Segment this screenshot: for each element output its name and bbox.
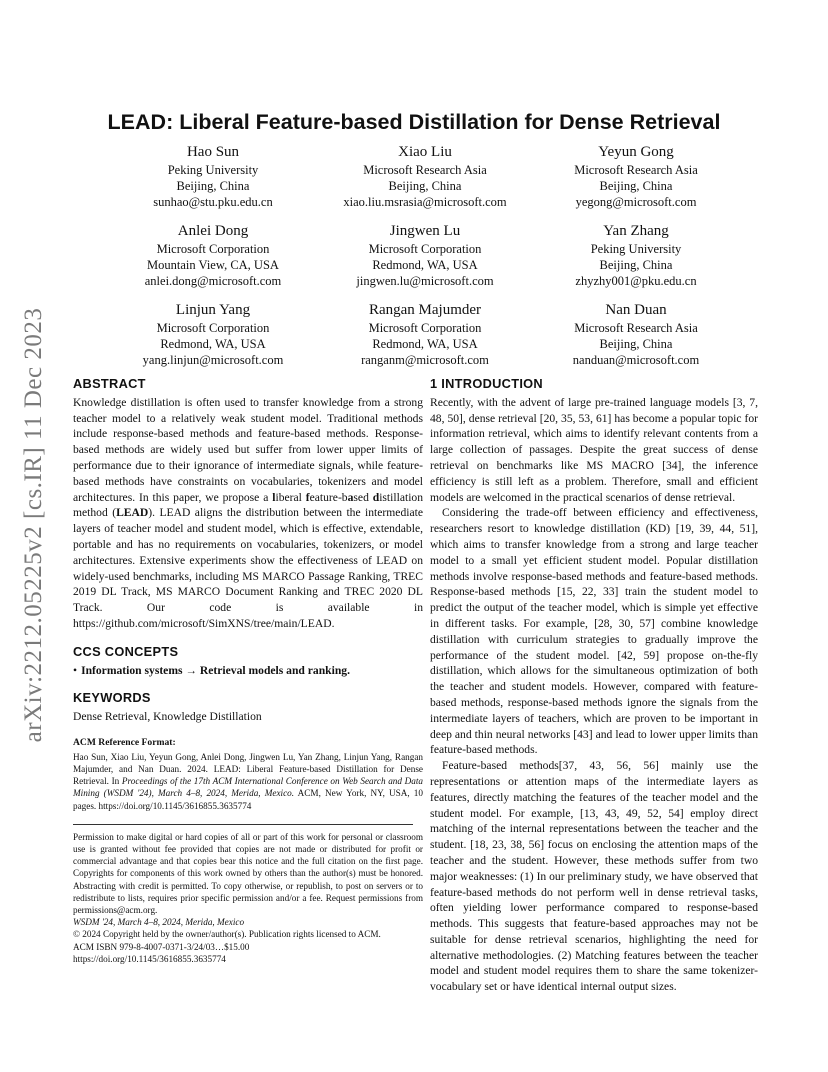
author-affiliation: Microsoft Corporation — [156, 321, 270, 335]
intro-paragraph: Feature-based methods[37, 43, 56, 56] mainly use the representations or attention maps of the intermediate layers as features, directly matching the features of the teacher model and the student model. For example, [13, 43, 49, 52, 54] employ direct matching of the internal representations between the teacher and the student. [18, 23, 38, 56] focus on enclosing the attention maps of the teacher and the student. However, these methods suffer from two major weaknesses: (1) In our preliminary study, we have observed that feature-based methods do not perform well in dense retrieval tasks, often yielding lower performance compared to response-based methods. This suggests that feature-based approaches may not be suitable for dense retrieval scenarios, highlighting the need for alternative methodologies. (2) Matching features between the teacher model and student model requires them to share the same tokenizer-vocabulary set or have identical internal output sizes. — [430, 759, 758, 994]
author-location: Beijing, China — [388, 179, 462, 193]
author-email: zhyzhy001@pku.edu.cn — [575, 274, 697, 288]
author-email: yang.linjun@microsoft.com — [142, 353, 284, 367]
author-email: sunhao@stu.pku.edu.cn — [153, 195, 273, 209]
author-affiliation: Microsoft Corporation — [156, 242, 270, 256]
bullet-icon: • — [73, 663, 78, 677]
author-block — [305, 301, 545, 368]
author-block — [93, 301, 333, 368]
author-location: Beijing, China — [599, 258, 673, 272]
arxiv-stamp: arXiv:2212.05225v2 [cs.IR] 11 Dec 2023 — [20, 307, 47, 743]
abstract-text: Knowledge distillation is often used to transfer knowledge from a strong teacher model to a relatively weak student model. Traditional methods include response-based methods and feature-based methods. Response-based methods are widely used but suffer from lower upper limits of performance due to their ignorance of intermediate signals, while feature-based methods have constraints on vocabularies, tokenizers and model architectures. In this paper, we propose a liberal feature-based distillation method (LEAD). LEAD aligns the distribution between the intermediate layers of teacher model and student model, which is effective, extendable, portable and has no requirements on vocabularies, tokenizers, or model architectures. Extensive experiments show the effectiveness of LEAD on widely-used benchmarks, including MS MARCO Passage Ranking, TREC 2019 DL Track, MS MARCO Document Ranking and TREC 2020 DL Track. Our code is available in https://github.com/microsoft/SimXNS/tree/main/LEAD. — [73, 395, 424, 630]
keywords-heading: KEYWORDS — [73, 690, 151, 706]
footnote-divider — [73, 824, 413, 825]
right-column — [430, 376, 758, 995]
author-affiliation: Microsoft Research Asia — [574, 321, 698, 335]
doi-line: https://doi.org/10.1145/3616855.3635774 — [73, 953, 226, 964]
left-column — [73, 376, 423, 965]
author-affiliation: Peking University — [167, 163, 259, 177]
author-affiliation: Microsoft Corporation — [368, 321, 482, 335]
conference-line: WSDM '24, March 4–8, 2024, Merida, Mexico — [73, 917, 245, 928]
ccs-item: • Information systems → Retrieval models and ranking. — [73, 663, 350, 677]
author-location: Redmond, WA, USA — [372, 337, 478, 351]
author-location: Mountain View, CA, USA — [147, 258, 279, 272]
author-email: jingwen.lu@microsoft.com — [356, 274, 494, 288]
author-name: Anlei Dong — [177, 223, 249, 239]
author-affiliation: Microsoft Research Asia — [363, 163, 487, 177]
author-block — [93, 222, 333, 289]
intro-heading: 1 INTRODUCTION — [430, 376, 543, 391]
author-location: Redmond, WA, USA — [372, 258, 478, 272]
author-name: Linjun Yang — [175, 302, 251, 318]
author-location: Beijing, China — [599, 179, 673, 193]
intro-paragraph: Recently, with the advent of large pre-trained language models [3, 7, 48, 50], dense retrieval [20, 35, 53, 61] has become a popular topic for information retrieval, which aims to identify relevant contents from a large collection of passages. Despite the great success of dense retrieval on benchmarks like MS MACRO [34], the inference efficiency is still left as a problem. Therefore, small and efficient models are welcomed in the practical scenarios of dense retrieval. — [430, 395, 758, 504]
keywords-text: Dense Retrieval, Knowledge Distillation — [73, 710, 262, 724]
ccs-heading: CCS CONCEPTS — [73, 643, 179, 659]
author-name: Jingwen Lu — [389, 223, 461, 239]
author-name: Rangan Majumder — [368, 302, 482, 318]
author-location: Beijing, China — [599, 337, 673, 351]
author-block — [516, 222, 756, 289]
author-block — [516, 301, 756, 368]
author-name: Nan Duan — [605, 302, 667, 318]
author-email: nanduan@microsoft.com — [572, 353, 700, 367]
abstract-heading: ABSTRACT — [73, 376, 146, 391]
paper-title: LEAD: Liberal Feature-based Distillation for Dense Retrieval — [107, 110, 721, 134]
author-block — [93, 143, 333, 210]
author-email: xiao.liu.msrasia@microsoft.com — [343, 195, 507, 209]
author-block — [305, 143, 545, 210]
author-affiliation: Microsoft Corporation — [368, 242, 482, 256]
author-name: Yeyun Gong — [598, 144, 674, 160]
acm-reference-text: Hao Sun, Xiao Liu, Yeyun Gong, Anlei Dong, Jingwen Lu, Yan Zhang, Linjun Yang, Rangan Majumder, and Nan Duan. 2024. LEAD: Liberal Feature-based Distillation for Dense Retrieval. In Proceedings of the 17th ACM International Conference on Web Search and Data Mining (WSDM '24), March 4–8, 2024, Merida, Mexico. ACM, New York, NY, USA, 10 pages. https://doi.org/10.1145/3616855.3635774 — [73, 751, 423, 811]
author-name: Yan Zhang — [603, 223, 669, 239]
author-affiliation: Microsoft Research Asia — [574, 163, 698, 177]
author-name: Xiao Liu — [398, 144, 452, 160]
intro-paragraph: Considering the trade-off between efficiency and effectiveness, researchers resort to knowledge distillation (KD) [19, 39, 44, 51], which aims to transfer knowledge from a strong and large teacher model to a small yet efficient student model. Popular distillation methods involve response-based methods and feature-based methods. Response-based methods [15, 22, 33] train the student model to predict the output of the teacher model, which is simple yet effective in different tasks. For example, [28, 30, 57] combine knowledge distillation with curriculum strategies to gradually improve the performance of the student model. [42, 59] propose on-the-fly distillation, which allows for the simultaneous optimization of both the teacher and student models. However, compared with feature-based methods, response-based methods ignore the signals from the intermediate layers of teachers, which are proven to be important in deep and thin neural networks [43] and lead to lower upper limits than feature-based methods. — [430, 506, 758, 757]
permission-notice: Permission to make digital or hard copies of all or part of this work for personal or classroom use is granted without fee provided that copies are not made or distributed for profit or commercial advantage and that copies bear this notice and the full citation on the first page. Copyrights for components of this work owned by others than the author(s) must be honored. Abstracting with credit is permitted. To copy otherwise, or republish, to post on servers or to redistribute to lists, requires prior specific permission and/or a fee. Request permissions from permissions@acm.org. — [73, 831, 423, 915]
author-email: ranganm@microsoft.com — [361, 353, 489, 367]
author-block — [516, 143, 756, 210]
author-location: Redmond, WA, USA — [160, 337, 266, 351]
author-email: yegong@microsoft.com — [575, 195, 697, 209]
author-name: Hao Sun — [186, 144, 240, 160]
copyright-line: © 2024 Copyright held by the owner/author(s). Publication rights licensed to ACM. — [73, 929, 381, 940]
acm-reference-heading: ACM Reference Format: — [73, 736, 176, 748]
isbn-line: ACM ISBN 979-8-4007-0371-3/24/03…$15.00 — [73, 941, 250, 952]
author-location: Beijing, China — [176, 179, 250, 193]
author-block — [305, 222, 545, 289]
author-email: anlei.dong@microsoft.com — [144, 274, 282, 288]
author-affiliation: Peking University — [590, 242, 682, 256]
